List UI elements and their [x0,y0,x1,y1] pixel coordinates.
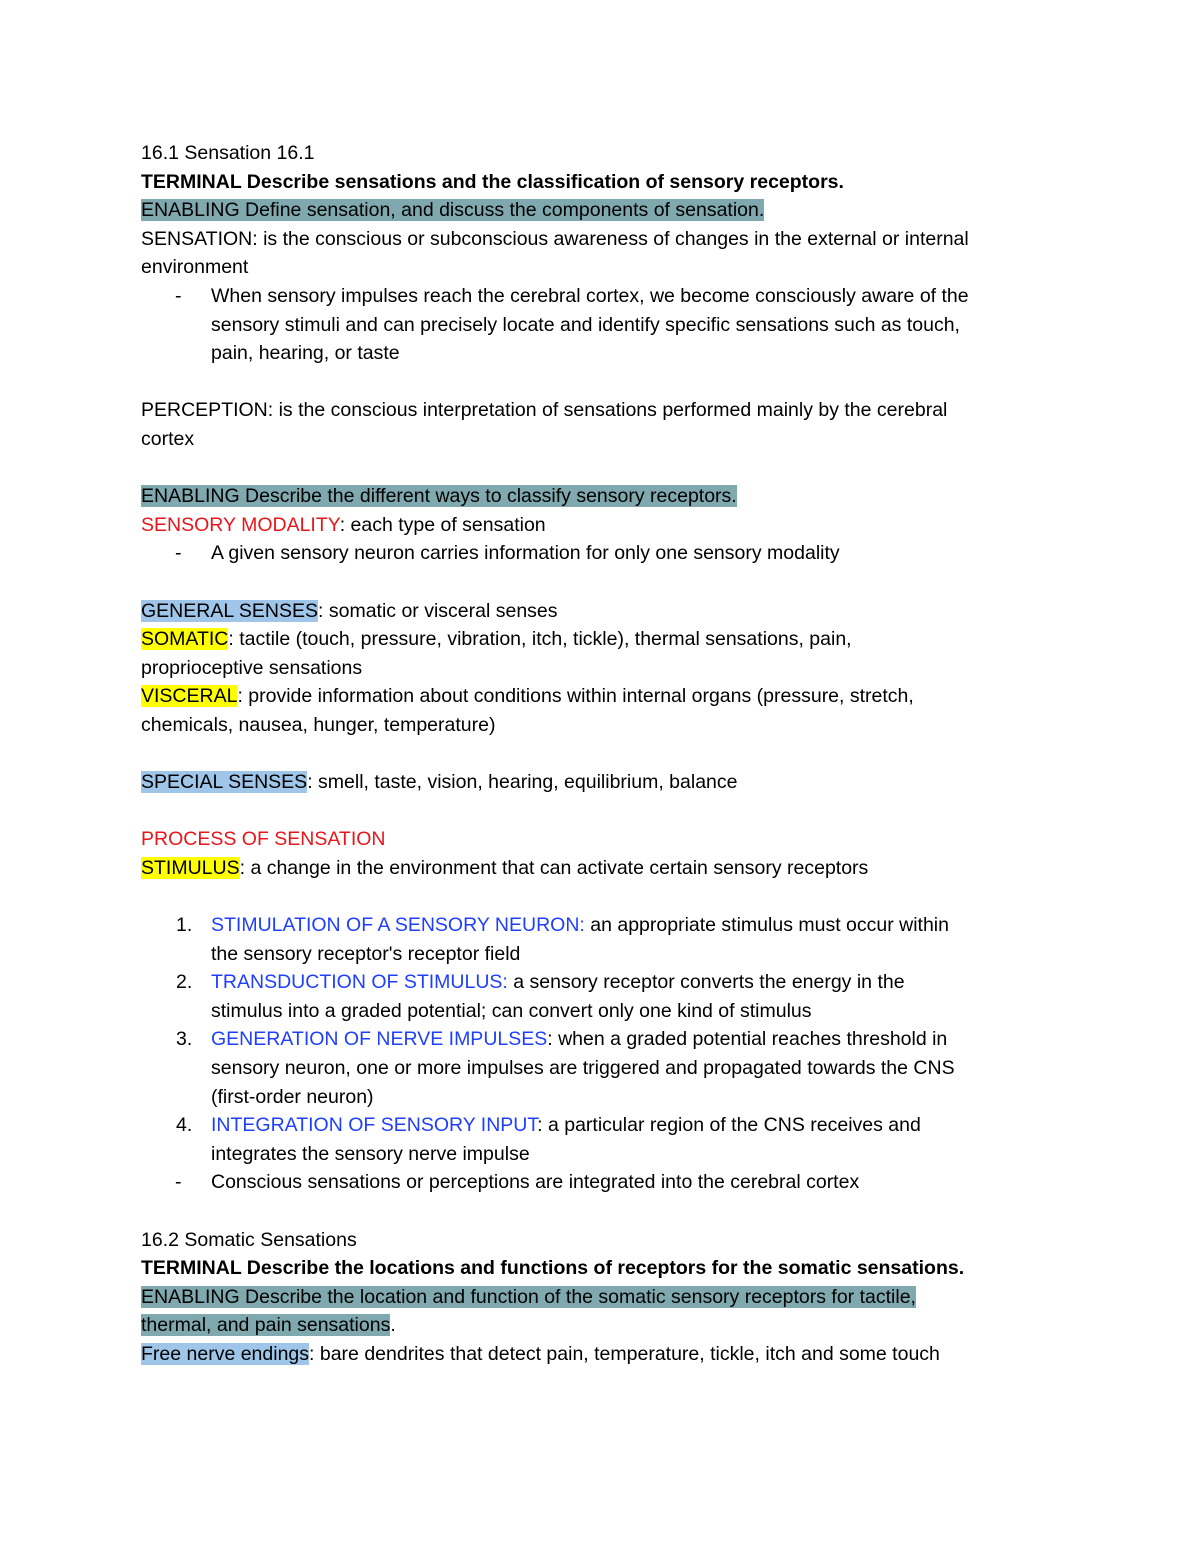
step-text: a sensory receptor converts the energy in the [507,971,905,994]
special-senses-definition [141,768,1071,797]
sensory-modality-text: : each type of sensation [339,513,546,536]
bullet-dash: - [175,284,182,307]
enabling-objective-3-period: . [390,1314,396,1337]
final-bullet [141,1168,1071,1197]
step-text: an appropriate stimulus must occur within [584,914,949,937]
stimulus-term: STIMULUS [141,856,240,879]
general-senses-definition [141,597,1071,626]
sensation-definition-line-1: SENSATION: is the conscious or subconscious awareness of changes in the external or internal [141,227,969,250]
step-number: 1. [176,914,193,937]
terminal-objective-2: TERMINAL Describe the locations and functions of receptors for the somatic sensations. [141,1257,965,1280]
somatic-definition [141,625,1071,654]
free-nerve-endings-term: Free nerve endings [141,1342,310,1365]
general-senses-term: GENERAL SENSES [141,599,319,622]
section-heading-16-1: 16.1 Sensation 16.1 [141,142,315,164]
perception-definition-line-2: cortex [141,427,195,450]
sensation-definition-line-2: environment [141,256,249,279]
sensation-bullet [141,282,1071,368]
bullet-text-line: Conscious sensations or perceptions are integrated into the cerebral cortex [211,1171,860,1194]
enabling-objective-3-line-1: ENABLING Describe the location and function of the somatic sensory receptors for tactile, [141,1285,916,1308]
bullet-text-line: pain, hearing, or taste [211,342,400,365]
process-step-3 [141,1025,1071,1111]
enabling-objective-3-line-2: thermal, and pain sensations [141,1314,391,1337]
modality-bullet [141,539,1071,568]
blank-line [141,568,1071,597]
blank-line [141,454,1071,483]
bullet-text-line: A given sensory neuron carries information for only one sensory modality [211,542,840,565]
step-term: INTEGRATION OF SENSORY INPUT [211,1114,538,1137]
somatic-definition-line-2: proprioceptive sensations [141,656,363,679]
sensory-modality-definition [141,511,1071,540]
step-number: 4. [176,1114,193,1137]
enabling-objective-2: ENABLING Describe the different ways to classify sensory receptors. [141,485,737,508]
bullet-dash: - [175,542,182,565]
enabling-objective-1: ENABLING Define sensation, and discuss the components of sensation. [141,199,765,222]
terminal-objective-1: TERMINAL Describe sensations and the classification of sensory receptors. [141,170,844,193]
process-of-sensation-heading: PROCESS OF SENSATION [141,828,386,851]
visceral-definition-line-2: chemicals, nausea, hunger, temperature) [141,713,496,736]
step-term: TRANSDUCTION OF STIMULUS: [211,971,508,994]
special-senses-term: SPECIAL SENSES [141,771,308,794]
step-text-line: sensory neuron, one or more impulses are triggered and propagated towards the CNS [211,1057,955,1079]
stimulus-text: : a change in the environment that can activate certain sensory receptors [239,856,869,879]
visceral-text: : provide information about conditions within internal organs (pressure, stretch, [237,685,914,708]
step-text-line: (first-order neuron) [211,1085,374,1108]
general-senses-text: : somatic or visceral senses [318,599,558,622]
somatic-text: : tactile (touch, pressure, vibration, itch, tickle), thermal sensations, pain, [228,628,852,651]
bullet-text-line: When sensory impulses reach the cerebral cortex, we become consciously aware of the [211,284,969,307]
blank-line [141,1197,1071,1226]
visceral-definition [141,682,1071,711]
step-text-line: integrates the sensory nerve impulse [211,1142,530,1165]
step-term: GENERATION OF NERVE IMPULSES [211,1028,548,1051]
step-text-line: the sensory receptor's receptor field [211,942,521,965]
section-heading-16-2: 16.2 Somatic Sensations [141,1228,357,1251]
blank-line [141,368,1071,397]
step-text-line: stimulus into a graded potential; can convert only one kind of stimulus [211,999,812,1022]
perception-definition-line-1: PERCEPTION: is the conscious interpretation of sensations performed mainly by the cerebral [141,399,948,422]
somatic-term: SOMATIC [141,628,229,651]
bullet-text-line: sensory stimuli and can precisely locate and identify specific sensations such as touch, [211,313,960,336]
process-step-4 [141,1111,1071,1168]
special-senses-text: : smell, taste, vision, hearing, equilibrium, balance [307,771,738,794]
free-nerve-endings-text: : bare dendrites that detect pain, temperature, tickle, itch and some touch [309,1342,940,1365]
blank-line [141,797,1071,826]
sensory-modality-term: SENSORY MODALITY [141,513,340,536]
free-nerve-endings-definition [141,1340,1071,1369]
step-text: : when a graded potential reaches threshold in [547,1028,948,1051]
stimulus-definition [141,854,1071,883]
step-number: 3. [176,1028,193,1051]
document-page [141,139,1071,1369]
process-step-1 [141,911,1071,968]
step-term: STIMULATION OF A SENSORY NEURON: [211,914,585,937]
blank-line [141,739,1071,768]
visceral-term: VISCERAL [141,685,238,708]
bullet-dash: - [175,1171,182,1194]
step-text: : a particular region of the CNS receives and [537,1114,921,1137]
step-number: 2. [176,971,193,994]
blank-line [141,882,1071,911]
process-step-2 [141,968,1071,1025]
